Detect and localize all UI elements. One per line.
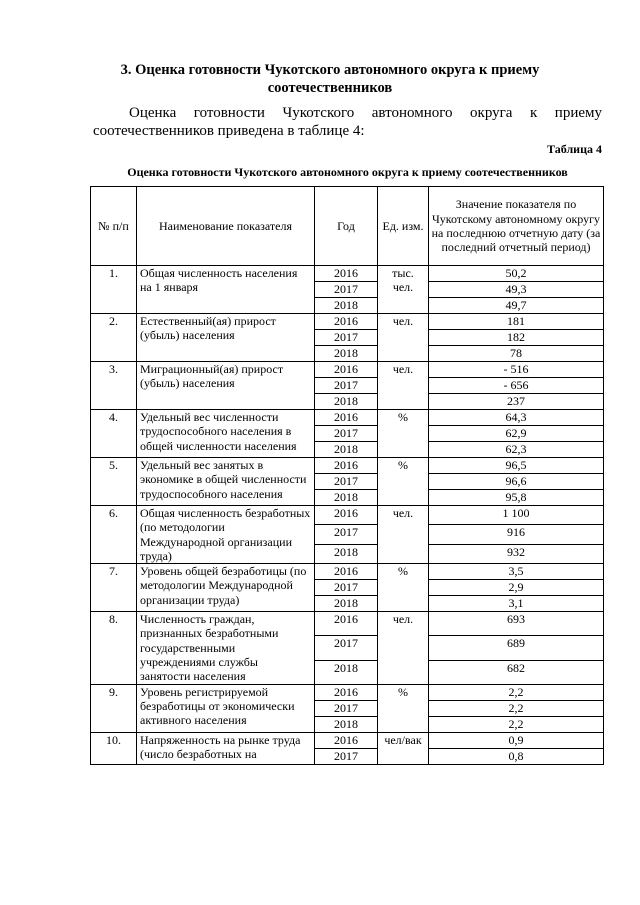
year-cell: 2018: [315, 442, 378, 458]
year-cell: 2018: [315, 346, 378, 362]
value-cell: 3,1: [429, 596, 604, 612]
table-row: [91, 612, 604, 636]
year-cell: 2016: [315, 266, 378, 282]
table-row: [91, 684, 604, 700]
year-cell: 2016: [315, 684, 378, 700]
indicator-name: Численность граждан, признанных безработными государственными учреждениями службы занятости населения: [137, 612, 315, 684]
row-number: 7.: [91, 564, 137, 612]
unit-cell: тыс. чел.: [378, 266, 429, 314]
row-number: 10.: [91, 732, 137, 764]
header-unit: Ед. изм.: [378, 187, 429, 266]
indicator-name: Миграционный(ая) прирост (убыль) населения: [137, 362, 315, 410]
indicator-name: Уровень общей безработицы (по методологии Международной организации труда): [137, 564, 315, 612]
value-cell: 78: [429, 346, 604, 362]
unit-cell: чел/вак: [378, 732, 429, 764]
year-cell: 2016: [315, 612, 378, 636]
header-name: Наименование показателя: [137, 187, 315, 266]
year-cell: 2017: [315, 282, 378, 298]
value-cell: 689: [429, 636, 604, 660]
year-cell: 2018: [315, 298, 378, 314]
indicators-table: [90, 186, 604, 765]
year-cell: 2016: [315, 362, 378, 378]
value-cell: 62,3: [429, 442, 604, 458]
table-label: Таблица 4: [547, 142, 602, 156]
value-cell: 49,3: [429, 282, 604, 298]
unit-cell: %: [378, 564, 429, 612]
year-cell: 2017: [315, 636, 378, 660]
unit-cell: чел.: [378, 506, 429, 564]
indicator-name: Уровень регистрируемой безработицы от экономически активного населения: [137, 684, 315, 732]
indicator-name: Общая численность населения на 1 января: [137, 266, 315, 314]
value-cell: 96,6: [429, 474, 604, 490]
value-cell: 2,9: [429, 580, 604, 596]
year-cell: 2017: [315, 748, 378, 764]
unit-cell: чел.: [378, 612, 429, 684]
year-cell: 2016: [315, 506, 378, 525]
year-cell: 2017: [315, 700, 378, 716]
value-cell: 682: [429, 660, 604, 684]
value-cell: 0,8: [429, 748, 604, 764]
row-number: 3.: [91, 362, 137, 410]
year-cell: 2017: [315, 525, 378, 544]
value-cell: 237: [429, 394, 604, 410]
year-cell: 2018: [315, 716, 378, 732]
table-body: [91, 266, 604, 765]
year-cell: 2017: [315, 330, 378, 346]
row-number: 1.: [91, 266, 137, 314]
value-cell: 1 100: [429, 506, 604, 525]
value-cell: 181: [429, 314, 604, 330]
value-cell: 932: [429, 544, 604, 563]
row-number: 4.: [91, 410, 137, 458]
unit-cell: %: [378, 410, 429, 458]
value-cell: 62,9: [429, 426, 604, 442]
indicator-name: Удельный вес численности трудоспособного населения в общей численности населения: [137, 410, 315, 458]
year-cell: 2016: [315, 564, 378, 580]
unit-cell: чел.: [378, 314, 429, 362]
year-cell: 2018: [315, 660, 378, 684]
table-row: [91, 314, 604, 330]
row-number: 2.: [91, 314, 137, 362]
table-row: [91, 410, 604, 426]
table-row: [91, 732, 604, 748]
row-number: 8.: [91, 612, 137, 684]
year-cell: 2018: [315, 490, 378, 506]
header-value: Значение показателя по Чукотскому автономному округу на последнюю отчетную дату (за последний отчетный период): [429, 187, 604, 266]
value-cell: - 656: [429, 378, 604, 394]
value-cell: 182: [429, 330, 604, 346]
value-cell: 64,3: [429, 410, 604, 426]
intro-paragraph: Оценка готовности Чукотского автономного округа к приему соотечественников приведена в таблице 4:: [93, 105, 602, 139]
indicator-name: Удельный вес занятых в экономике в общей численности трудоспособного населения: [137, 458, 315, 506]
value-cell: 2,2: [429, 684, 604, 700]
value-cell: 50,2: [429, 266, 604, 282]
value-cell: 96,5: [429, 458, 604, 474]
table-row: [91, 458, 604, 474]
year-cell: 2016: [315, 410, 378, 426]
value-cell: 3,5: [429, 564, 604, 580]
unit-cell: %: [378, 458, 429, 506]
table-row: [91, 506, 604, 525]
table-title: Оценка готовности Чукотского автономного округа к приему соотечественников: [127, 165, 568, 179]
table-row: [91, 266, 604, 282]
year-cell: 2018: [315, 544, 378, 563]
year-cell: 2016: [315, 314, 378, 330]
row-number: 6.: [91, 506, 137, 564]
year-cell: 2018: [315, 596, 378, 612]
unit-cell: чел.: [378, 362, 429, 410]
year-cell: 2018: [315, 394, 378, 410]
indicator-name: Общая численность безработных (по методологии Международной организации труда): [137, 506, 315, 564]
indicator-name: Напряженность на рынке труда (число безработных на: [137, 732, 315, 764]
table-row: [91, 564, 604, 580]
value-cell: - 516: [429, 362, 604, 378]
value-cell: 693: [429, 612, 604, 636]
value-cell: 2,2: [429, 700, 604, 716]
indicator-name: Естественный(ая) прирост (убыль) населения: [137, 314, 315, 362]
year-cell: 2017: [315, 426, 378, 442]
row-number: 5.: [91, 458, 137, 506]
year-cell: 2017: [315, 580, 378, 596]
value-cell: 2,2: [429, 716, 604, 732]
header-num: № п/п: [91, 187, 137, 266]
header-year: Год: [315, 187, 378, 266]
year-cell: 2017: [315, 378, 378, 394]
table-row: [91, 362, 604, 378]
year-cell: 2016: [315, 732, 378, 748]
year-cell: 2017: [315, 474, 378, 490]
unit-cell: %: [378, 684, 429, 732]
section-heading: 3. Оценка готовности Чукотского автономного округа к приему соотечественников: [120, 62, 540, 96]
value-cell: 916: [429, 525, 604, 544]
row-number: 9.: [91, 684, 137, 732]
year-cell: 2016: [315, 458, 378, 474]
value-cell: 49,7: [429, 298, 604, 314]
value-cell: 95,8: [429, 490, 604, 506]
table-header-row: [91, 187, 604, 266]
value-cell: 0,9: [429, 732, 604, 748]
